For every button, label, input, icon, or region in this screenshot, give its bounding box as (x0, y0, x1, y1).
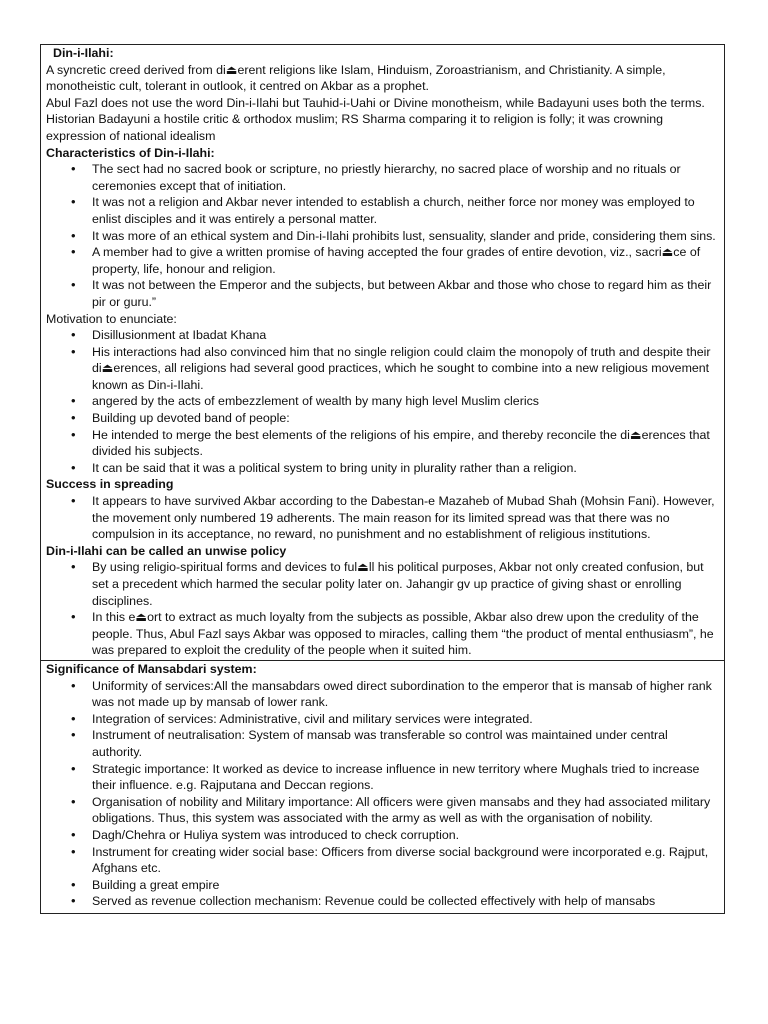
list-item: • Disillusionment at Ibadat Khana (71, 327, 267, 343)
mansabdari-heading: Significance of Mansabdari system: (46, 661, 257, 676)
section-title: Din-i-Ilahi: (53, 46, 114, 60)
bullet-icon: • (71, 277, 76, 293)
list-item: • It appears to have survived Akbar according to the Dabestan-e Mazaheb of Mubad Shah (Mohsin Fani). However, the movement only numbered 19 adherents. The main reason for its limited spread was that there was no compulsion in its acceptance, no reward, no punishment and no establishment of religious institutions. (71, 493, 715, 542)
list-item: • Strategic importance: It worked as device to increase influence in new territory where Mughals tried to increase their influence. e.g. Rajputana and Deccan regions. (71, 760, 700, 793)
mansabdari-section (41, 661, 724, 913)
bullet-icon: • (71, 727, 76, 743)
list-item: • Organisation of nobility and Military importance: All officers were given mansabs and they had associated military obligations. Thus, this system was associated with the army as well as with the organisation of nobility. (71, 793, 711, 826)
bullet-icon: • (71, 227, 76, 243)
bullet-icon: • (71, 559, 76, 575)
list-item: • It can be said that it was a political system to bring unity in plurality rather than a religion. (71, 459, 577, 475)
paragraph: Historian Badayuni a hostile critic & orthodox muslim; RS Sharma comparing it to religion is folly; it was crowning expression of national idealism (46, 112, 664, 143)
list-item: • angered by the acts of embezzlement of wealth by many high level Muslim clerics (71, 393, 539, 409)
bullet-icon: • (71, 793, 76, 809)
list-item: • It was not a religion and Akbar never intended to establish a church, neither force nor money was employed to enlist disciples and it was entirely a personal matter. (71, 194, 695, 226)
list-item: • A member had to give a written promise of having accepted the four grades of entire devotion, viz., sacri⏏ce of property, life, honour and religion. (71, 244, 701, 276)
list-item: • Served as revenue collection mechanism: Revenue could be collected effectively with help of mansabs (71, 893, 656, 909)
motivation-list (46, 327, 719, 476)
list-item: • By using religio-spiritual forms and devices to ful⏏ll his political purposes, Akbar not only created confusion, but set a precedent which harmed the secular polity later on. Jahangir gv up practice of giving shast or enrolling disciplines. (71, 559, 704, 608)
bullet-icon: • (71, 677, 76, 693)
bullet-icon: • (71, 493, 76, 509)
bullet-icon: • (71, 843, 76, 859)
bullet-icon: • (71, 426, 76, 442)
list-item: • He intended to merge the best elements of the religions of his empire, and thereby reconcile the di⏏erences that divided his subjects. (71, 426, 710, 459)
mansabdari-list (46, 678, 719, 910)
list-item: • Building up devoted band of people: (71, 410, 290, 426)
paragraph: A syncretic creed derived from di⏏erent religions like Islam, Hinduism, Zoroastrianism, and Christianity. A simple, monotheistic cult, tolerant in outlook, it centred on Akbar as a prophet. (46, 62, 666, 94)
list-item: • Instrument for creating wider social base: Officers from diverse social background were incorporated e.g. Rajput, Afghans etc. (71, 843, 709, 876)
bullet-icon: • (71, 194, 76, 210)
bullet-icon: • (71, 893, 76, 909)
bullet-icon: • (71, 343, 76, 359)
bullet-icon: • (71, 410, 76, 426)
motivation-heading: Motivation to enunciate: (46, 311, 177, 326)
list-item: • His interactions had also convinced him that no single religion could claim the monopoly of truth and despite their di⏏erences, all religions had several good practices, which he sought to combine into a new religious movement known as Din-i-Ilahi. (71, 343, 711, 392)
bullet-icon: • (71, 244, 76, 260)
bullet-icon: • (71, 826, 76, 842)
list-item: • Integration of services: Administrative, civil and military services were integrated. (71, 710, 533, 726)
list-item: • Building a great empire (71, 876, 220, 892)
bullet-icon: • (71, 710, 76, 726)
unwise-policy-heading: Din-i-Ilahi can be called an unwise policy (46, 543, 287, 558)
bullet-icon: • (71, 161, 76, 177)
bullet-icon: • (71, 876, 76, 892)
bullet-icon: • (71, 327, 76, 343)
bullet-icon: • (71, 459, 76, 475)
list-item: • Uniformity of services:All the mansabdars owed direct subordination to the emperor that is mansab of higher rank was not made up by mansab of lower rank. (71, 677, 712, 710)
success-list (46, 493, 719, 543)
success-heading: Success in spreading (46, 477, 174, 492)
characteristics-list (46, 161, 719, 310)
list-item: • It was more of an ethical system and Din-i-Ilahi prohibits lust, sensuality, slander and pride, considering them sins. (71, 227, 716, 243)
unwise-list (46, 559, 719, 659)
list-item: • In this e⏏ort to extract as much loyalty from the subjects as possible, Akbar also drew upon the credulity of the people. Thus, Abul Fazl says Akbar was opposed to miracles, calling them “the product of mental enthusiasm”, he was prepared to exploit the credulity of the people when it suited him. (71, 609, 714, 658)
list-item: • Dagh/Chehra or Huliya system was introduced to check corruption. (71, 826, 460, 842)
bullet-icon: • (71, 393, 76, 409)
list-item: • It was not between the Emperor and the subjects, but between Akbar and those who chose to regard him as their pir or guru.” (71, 277, 712, 309)
list-item: • The sect had no sacred book or scripture, no priestly hierarchy, no sacred place of worship and no rituals or ceremonies except that of initiation. (71, 161, 681, 193)
din-i-ilahi-section (41, 45, 724, 661)
paragraph: Abul Fazl does not use the word Din-i-Ilahi but Tauhid-i-Uahi or Divine monotheism, while Badayuni uses both the terms. (46, 95, 705, 110)
document-table (40, 44, 725, 914)
characteristics-heading: Characteristics of Din-i-Ilahi: (46, 145, 215, 160)
bullet-icon: • (71, 609, 76, 625)
bullet-icon: • (71, 760, 76, 776)
list-item: • Instrument of neutralisation: System of mansab was transferable so control was maintained under central authority. (71, 727, 668, 759)
